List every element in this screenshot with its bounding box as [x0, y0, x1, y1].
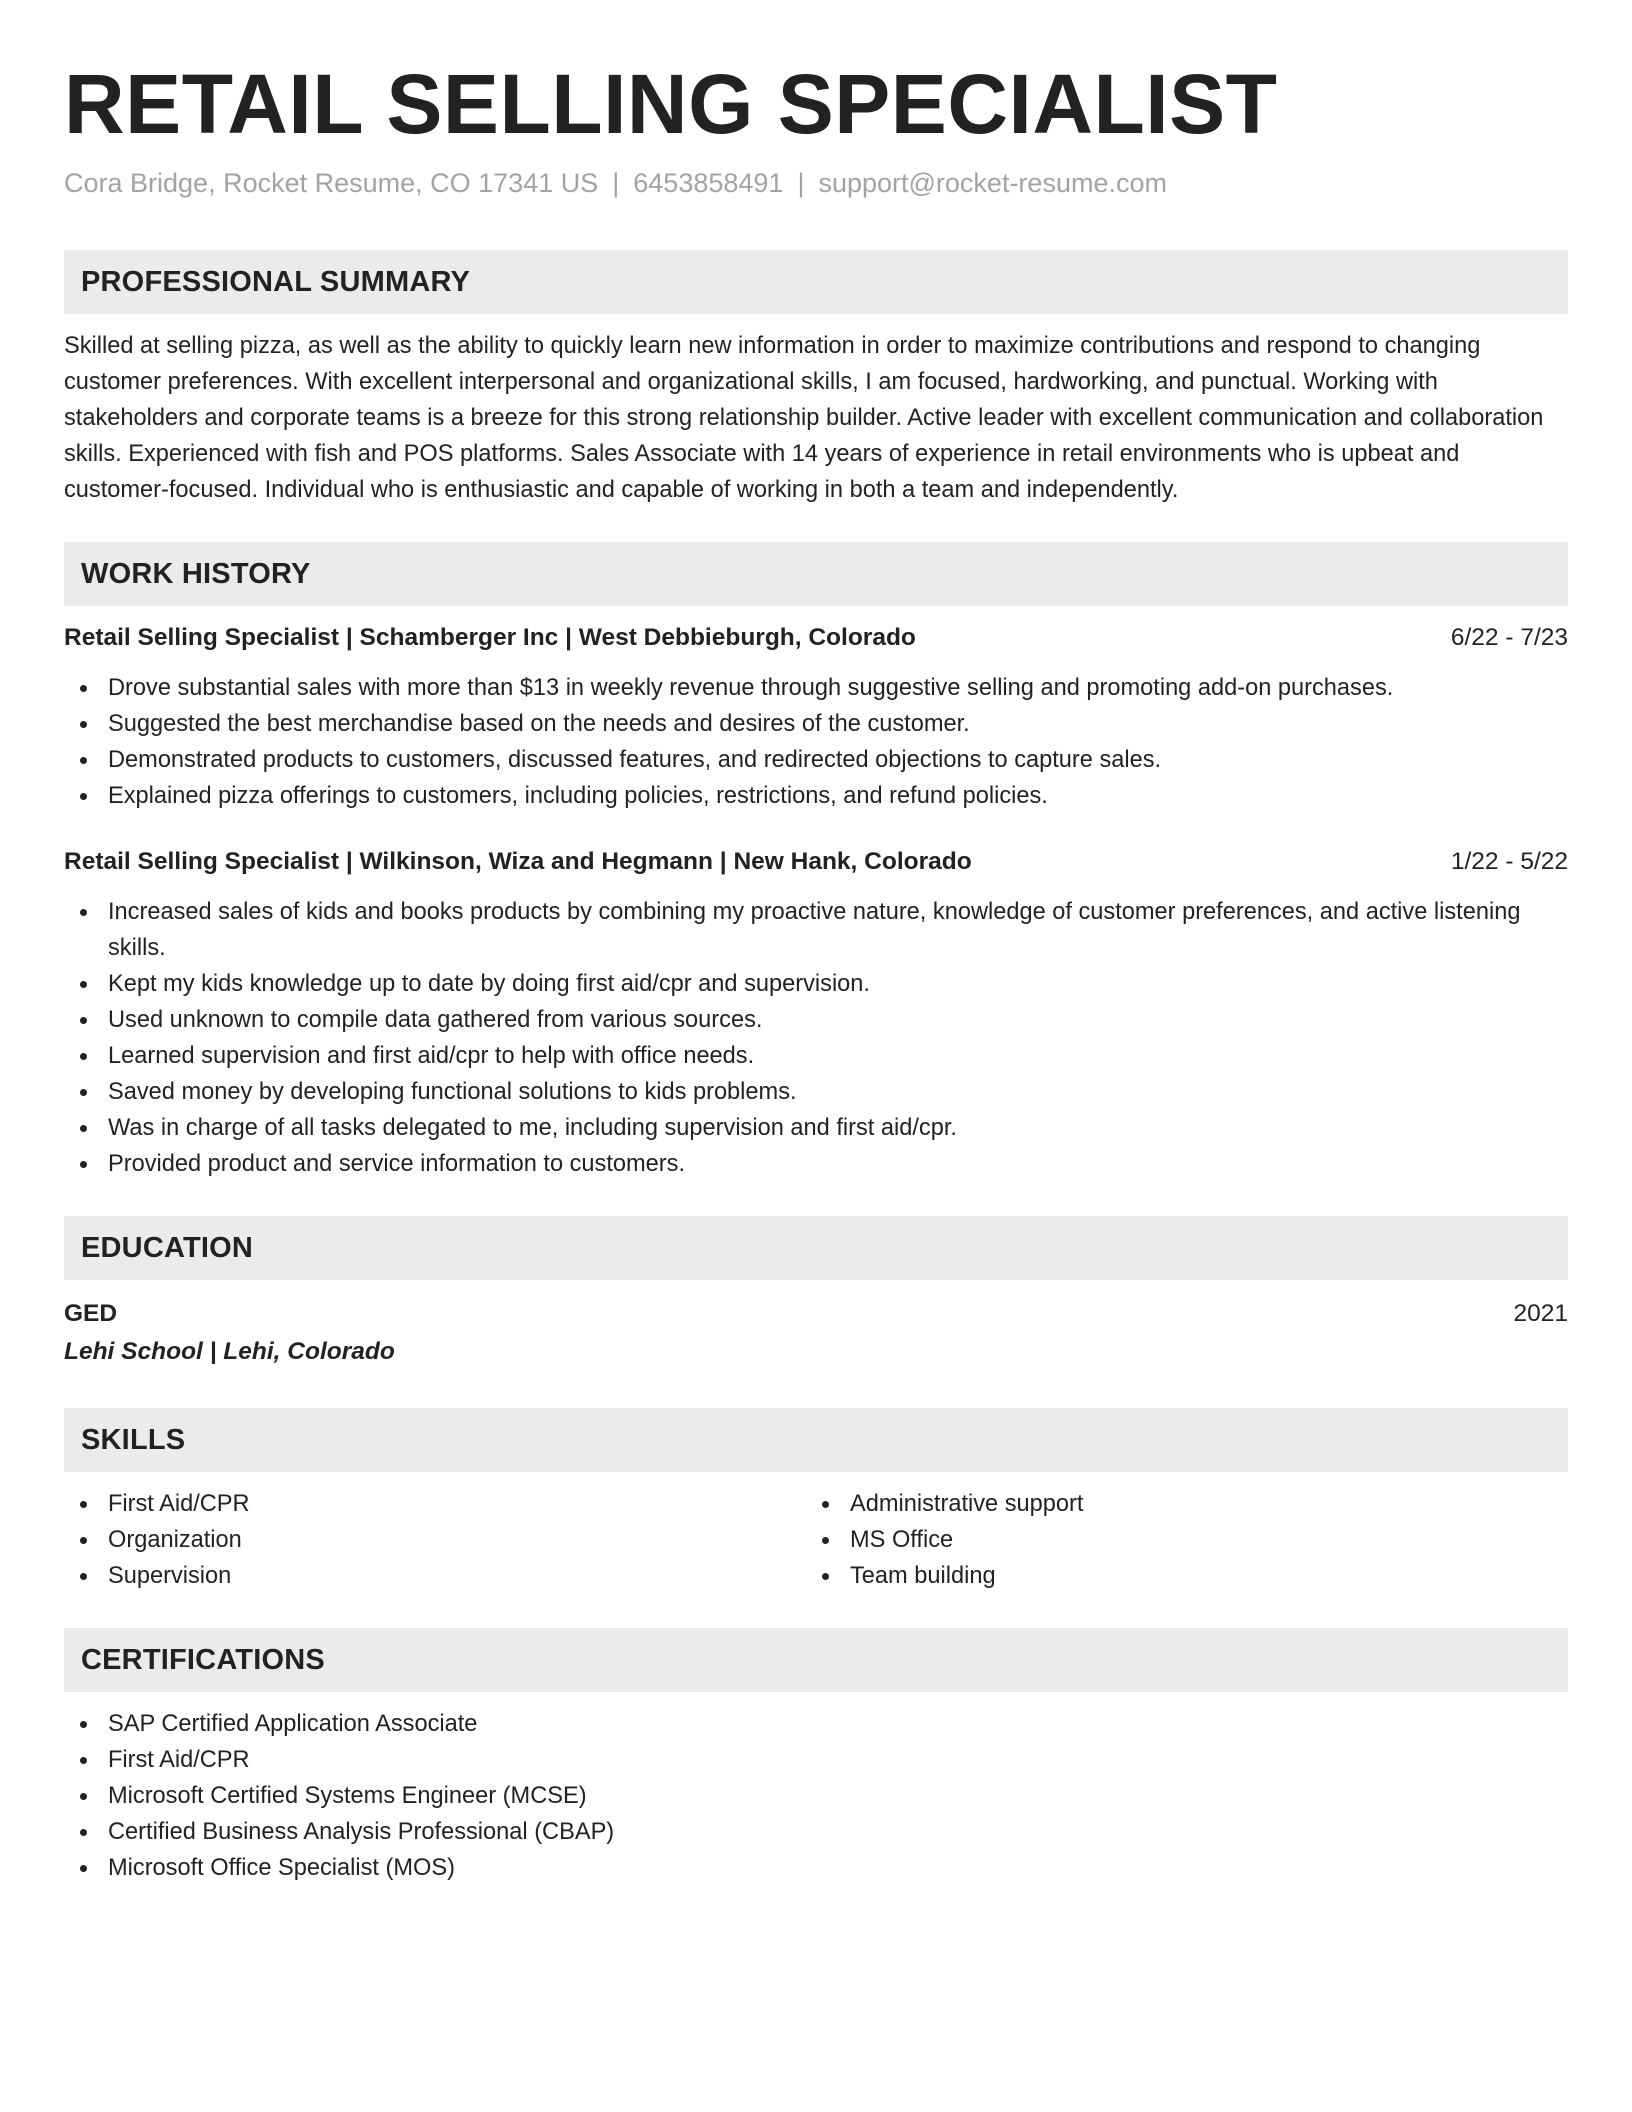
skills-column-left — [64, 1486, 806, 1594]
list-item-text: Explained pizza offerings to customers, including policies, restrictions, and refund policies. — [108, 783, 1048, 809]
list-item-text: Suggested the best merchandise based on the needs and desires of the customer. — [108, 711, 970, 737]
list-item — [64, 1074, 1568, 1110]
bullet-icon — [80, 793, 87, 800]
education-degree: GED — [64, 1300, 118, 1327]
job-title: Retail Selling Specialist | Wilkinson, Wiza and Hegmann | New Hank, Colorado — [64, 848, 972, 875]
bullet-icon — [80, 1089, 87, 1096]
bullet-icon — [822, 1573, 829, 1580]
resume-title: RETAIL SELLING SPECIALIST — [64, 57, 1278, 151]
section-header-skills: SKILLS — [64, 1408, 1568, 1472]
job-bullets — [64, 894, 1568, 1182]
list-item-text: Saved money by developing functional solutions to kids problems. — [108, 1079, 797, 1105]
bullet-icon — [80, 1161, 87, 1168]
job-entry — [64, 844, 1568, 1182]
list-item — [64, 1778, 1568, 1814]
list-item — [64, 706, 1568, 742]
job-dates: 1/22 - 5/22 — [1450, 848, 1568, 875]
skill-text: First Aid/CPR — [108, 1491, 250, 1517]
list-item — [806, 1486, 1548, 1522]
skill-text: Supervision — [108, 1563, 232, 1589]
bullet-icon — [80, 1537, 87, 1544]
skills-list — [806, 1486, 1548, 1594]
education-year: 2021 — [1513, 1300, 1568, 1327]
list-item-text: Increased sales of kids and books products by combining my proactive nature, knowledge of customer preferences, and active listening skills. — [108, 899, 1521, 961]
skill-text: Administrative support — [850, 1491, 1084, 1517]
list-item — [64, 1814, 1568, 1850]
bullet-icon — [80, 1573, 87, 1580]
bullet-icon — [822, 1501, 829, 1508]
bullet-icon — [822, 1537, 829, 1544]
job-header — [64, 844, 1568, 880]
contact-address: Cora Bridge, Rocket Resume, CO 17341 US — [64, 168, 599, 198]
list-item — [64, 670, 1568, 706]
list-item — [64, 1558, 806, 1594]
bullet-icon — [80, 1501, 87, 1508]
bullet-icon — [80, 1793, 87, 1800]
contact-separator: | — [797, 168, 805, 198]
education-school: Lehi School | Lehi, Colorado — [64, 1338, 395, 1365]
bullet-icon — [80, 909, 87, 916]
list-item-text: Drove substantial sales with more than $13 in weekly revenue through suggestive selling and promoting add-on purchases. — [108, 675, 1394, 701]
list-item — [64, 1110, 1568, 1146]
bullet-icon — [80, 1757, 87, 1764]
education-header — [64, 1296, 1568, 1332]
section-header-summary: PROFESSIONAL SUMMARY — [64, 250, 1568, 314]
list-item — [64, 1002, 1568, 1038]
bullet-icon — [80, 721, 87, 728]
skills-column-right — [806, 1486, 1548, 1594]
contact-email: support@rocket-resume.com — [818, 168, 1167, 198]
bullet-icon — [80, 1017, 87, 1024]
list-item-text: Kept my kids knowledge up to date by doing first aid/cpr and supervision. — [108, 971, 870, 997]
contact-phone: 6453858491 — [633, 168, 784, 198]
list-item — [64, 1522, 806, 1558]
job-title: Retail Selling Specialist | Schamberger Inc | West Debbieburgh, Colorado — [64, 624, 916, 651]
skill-text: Organization — [108, 1527, 242, 1553]
skills-grid — [64, 1486, 1568, 1594]
education-entry — [64, 1296, 1568, 1370]
list-item — [64, 1706, 1568, 1742]
skills-list — [64, 1486, 806, 1594]
contact-line — [64, 166, 1568, 200]
job-entry — [64, 620, 1568, 814]
contact-separator: | — [612, 168, 620, 198]
list-item — [64, 966, 1568, 1002]
certification-text: Certified Business Analysis Professional (CBAP) — [108, 1819, 615, 1845]
bullet-icon — [80, 1865, 87, 1872]
certification-text: First Aid/CPR — [108, 1747, 250, 1773]
bullet-icon — [80, 1053, 87, 1060]
list-item — [64, 894, 1568, 966]
section-header-certifications: CERTIFICATIONS — [64, 1628, 1568, 1692]
list-item-text: Was in charge of all tasks delegated to me, including supervision and first aid/cpr. — [108, 1115, 957, 1141]
resume-page — [64, 58, 1568, 1886]
bullet-icon — [80, 685, 87, 692]
list-item-text: Used unknown to compile data gathered from various sources. — [108, 1007, 763, 1033]
bullet-icon — [80, 1721, 87, 1728]
list-item — [64, 1742, 1568, 1778]
certification-text: Microsoft Office Specialist (MOS) — [108, 1855, 455, 1881]
bullet-icon — [80, 1125, 87, 1132]
bullet-icon — [80, 981, 87, 988]
job-header — [64, 620, 1568, 656]
list-item — [64, 742, 1568, 778]
list-item-text: Demonstrated products to customers, discussed features, and redirected objections to capture sales. — [108, 747, 1162, 773]
section-header-education: EDUCATION — [64, 1216, 1568, 1280]
bullet-icon — [80, 1829, 87, 1836]
list-item — [64, 1038, 1568, 1074]
certifications-list — [64, 1706, 1568, 1886]
list-item — [806, 1558, 1548, 1594]
skill-text: Team building — [850, 1563, 996, 1589]
certification-text: Microsoft Certified Systems Engineer (MCSE) — [108, 1783, 587, 1809]
section-header-work-history: WORK HISTORY — [64, 542, 1568, 606]
skill-text: MS Office — [850, 1527, 954, 1553]
list-item — [64, 1146, 1568, 1182]
bullet-icon — [80, 757, 87, 764]
list-item-text: Learned supervision and first aid/cpr to help with office needs. — [108, 1043, 755, 1069]
certification-text: SAP Certified Application Associate — [108, 1711, 478, 1737]
list-item — [64, 1850, 1568, 1886]
list-item — [806, 1522, 1548, 1558]
summary-text: Skilled at selling pizza, as well as the ability to quickly learn new information in order to maximize contributions and respond to changing customer preferences. With excellent interpersonal and organizational skills, I am focused, hardworking, and punctual. Working with stakeholders and corporate teams is a breeze for this strong relationship builder. Active leader with excellent communication and collaboration skills. Experienced with fish and POS platforms. Sales Associate with 14 years of experience in retail environments who is upbeat and customer-focused. Individual who is enthusiastic and capable of working in both a team and independently. — [64, 333, 1544, 503]
list-item — [64, 778, 1568, 814]
job-dates: 6/22 - 7/23 — [1450, 624, 1568, 651]
list-item-text: Provided product and service information to customers. — [108, 1151, 686, 1177]
job-bullets — [64, 670, 1568, 814]
list-item — [64, 1486, 806, 1522]
